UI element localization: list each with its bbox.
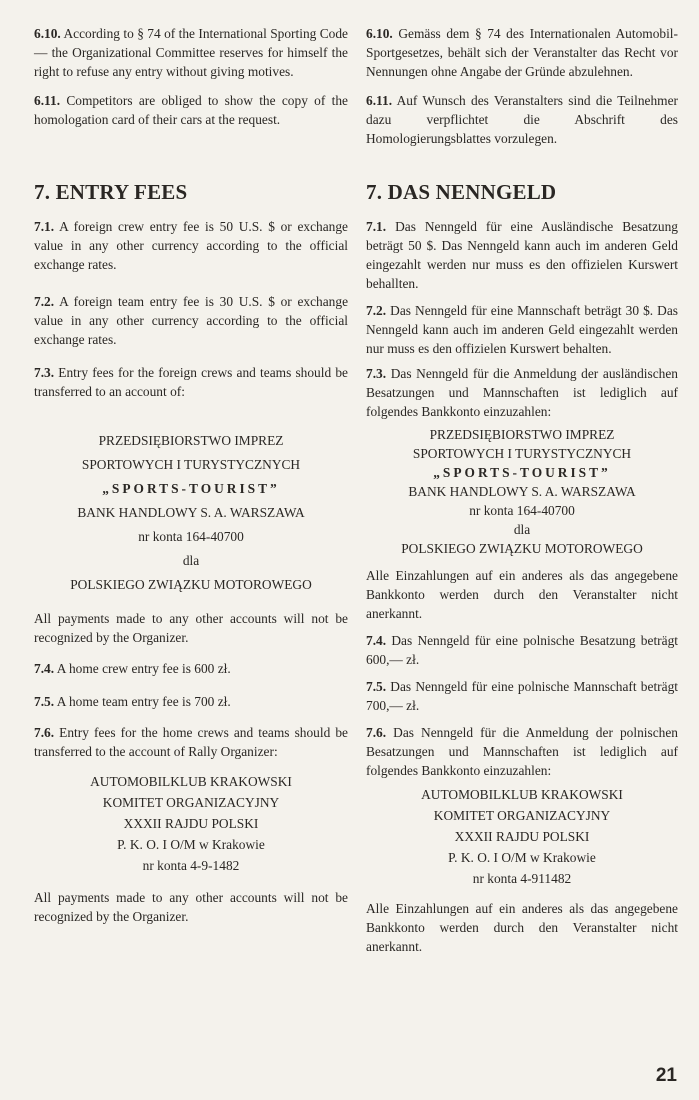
- paragraph-text: Das Nenngeld für die Anmeldung der polnischen Besatzungen und Mannschaften ist lediglich auf folgendes Bankkonto einzuzahlen:: [366, 725, 678, 778]
- paragraph-number: 6.11.: [366, 93, 393, 108]
- bank-line: „SPORTS-TOURIST”: [433, 465, 611, 480]
- german-column: [366, 24, 678, 966]
- bank-line: POLSKIEGO ZWIĄZKU MOTOROWEGO: [401, 541, 643, 556]
- bank-line: dla: [513, 522, 531, 537]
- bank-line: SPORTOWYCH I TURYSTYCZNYCH: [81, 457, 301, 472]
- bank-line: KOMITET ORGANIZACYJNY: [433, 808, 611, 823]
- paragraph-7-3: [34, 363, 348, 401]
- bank-line: POLSKIEGO ZWIĄZKU MOTOROWEGO: [70, 577, 312, 592]
- page-number: 21: [655, 1065, 677, 1086]
- paragraph-6-11: [366, 91, 678, 148]
- bank-line: nr konta 164-40700: [138, 529, 244, 544]
- paragraph-text: Das Nenngeld für eine Ausländische Besatzung beträgt 50 $. Das Nenngeld kann auch im anderen Geld eingezahlt werden nur muss es den offizielen Kurswert behallten.: [366, 219, 678, 291]
- paragraph-number: 7.4.: [366, 633, 387, 648]
- paragraph-6-10: [366, 24, 678, 81]
- bank-line: nr konta 164-40700: [469, 503, 575, 518]
- paragraph-number: 6.11.: [34, 93, 61, 108]
- paragraph-text: Das Nenngeld für eine polnische Mannschaft beträgt 700,— zł.: [366, 679, 678, 713]
- bank-line: PRZEDSIĘBIORSTWO IMPREZ: [429, 427, 615, 442]
- paragraph-number: 7.3.: [34, 365, 55, 380]
- bank-line: PRZEDSIĘBIORSTWO IMPREZ: [98, 433, 284, 448]
- paragraph-7-1: [34, 217, 348, 274]
- section-spacer: [366, 158, 678, 179]
- bank-account-block-foreign: [34, 429, 348, 597]
- paragraph-text: Entry fees for the home crews and teams should be transferred to the account of Rally Organizer:: [34, 725, 348, 759]
- paragraph-text: Gemäss dem § 74 des Internationalen Automobil-Sportgesetzes, behält sich der Veranstalter das Recht vor Nennungen ohne Angabe der Gründe abzulehnen.: [366, 26, 678, 79]
- paragraph-7-2: [366, 301, 678, 358]
- paragraph-text: Das Nenngeld für eine Mannschaft beträgt 30 $. Das Nenngeld kann auch im anderen Geld eingezahlt werden nur muss es den offizielen Kurswert behalten.: [366, 303, 678, 356]
- paragraph-text: A foreign team entry fee is 30 U.S. $ or exchange value in any other currency according to the official exchange rates.: [34, 294, 349, 347]
- payment-note: All payments made to any other accounts will not be recognized by the Organizer.: [34, 611, 348, 645]
- payment-note: Alle Einzahlungen auf ein anderes als das angegebene Bankkonto werden durch den Veranstalter nicht anerkannt.: [366, 901, 678, 954]
- paragraph-number: 6.10.: [34, 26, 61, 41]
- section-heading-nenngeld: 7. DAS NENNGELD: [366, 180, 557, 204]
- paragraph-number: 7.5.: [34, 694, 55, 709]
- paragraph-text: Das Nenngeld für eine polnische Besatzung beträgt 600,— zł.: [366, 633, 678, 667]
- paragraph-7-5: [34, 692, 348, 711]
- bank-line: XXXII RAJDU POLSKI: [123, 816, 259, 831]
- bank-line: AUTOMOBILKLUB KRAKOWSKI: [90, 774, 292, 789]
- paragraph-text: According to § 74 of the International Sporting Code — the Organizational Committee reserves for himself the right to refuse any entry without giving motives.: [34, 26, 349, 79]
- spacer: [34, 597, 348, 609]
- paragraph-text: Competitors are obliged to show the copy of the homologation card of their cars at the request.: [34, 93, 348, 127]
- paragraph-text: A home crew entry fee is 600 zł.: [56, 661, 231, 676]
- paragraph-7-5: [366, 677, 678, 715]
- paragraph-number: 7.5.: [366, 679, 387, 694]
- bank-line: BANK HANDLOWY S. A. WARSZAWA: [77, 505, 305, 520]
- paragraph-number: 7.1.: [366, 219, 387, 234]
- bank-line: XXXII RAJDU POLSKI: [454, 829, 590, 844]
- paragraph-number: 7.6.: [34, 725, 55, 740]
- spacer: [34, 284, 348, 292]
- bank-line: SPORTOWYCH I TURYSTYCZNYCH: [412, 446, 632, 461]
- paragraph-7-6: [366, 723, 678, 780]
- bank-account-block-foreign: [366, 425, 678, 558]
- paragraph-number: 7.6.: [366, 725, 387, 740]
- paragraph-number: 7.3.: [366, 366, 387, 381]
- paragraph-number: 7.2.: [366, 303, 387, 318]
- spacer: [34, 876, 348, 888]
- bank-account-block-home: [34, 771, 348, 876]
- bank-line: AUTOMOBILKLUB KRAKOWSKI: [421, 787, 623, 802]
- spacer: [34, 411, 348, 429]
- bank-account-block-home: [366, 784, 678, 889]
- bank-line: nr konta 4-9-1482: [142, 858, 240, 873]
- spacer: [366, 558, 678, 566]
- paragraph-text: A foreign crew entry fee is 50 U.S. $ or exchange value in any other currency according to the official exchange rates.: [34, 219, 349, 272]
- payment-note: All payments made to any other accounts will not be recognized by the Organizer.: [34, 890, 348, 924]
- paragraph-7-2: [34, 292, 348, 349]
- paragraph-text: Entry fees for the foreign crews and teams should be transferred to an account of:: [34, 365, 348, 399]
- paragraph-7-1: [366, 217, 678, 293]
- paragraph-number: 7.1.: [34, 219, 55, 234]
- bank-line: BANK HANDLOWY S. A. WARSZAWA: [408, 484, 636, 499]
- bank-line: P. K. O. I O/M w Krakowie: [117, 837, 265, 852]
- bank-line: P. K. O. I O/M w Krakowie: [448, 850, 596, 865]
- paragraph-6-11: [34, 91, 348, 129]
- bank-line: dla: [182, 553, 200, 568]
- paragraph-7-4: [34, 659, 348, 678]
- paragraph-text: A home team entry fee is 700 zł.: [56, 694, 231, 709]
- paragraph-text: Auf Wunsch des Veranstalters sind die Teilnehmer dazu verpflichtet die Abschrift des Homologierungsblattes vorzulegen.: [366, 93, 678, 146]
- english-column: [34, 24, 348, 936]
- bank-line: nr konta 4-911482: [472, 871, 572, 886]
- section-spacer: [34, 139, 348, 179]
- section-heading-entry-fees: 7. ENTRY FEES: [34, 180, 188, 204]
- bank-line: „SPORTS-TOURIST”: [102, 481, 280, 496]
- paragraph-number: 6.10.: [366, 26, 393, 41]
- paragraph-7-4: [366, 631, 678, 669]
- spacer: [366, 889, 678, 899]
- paragraph-number: 7.4.: [34, 661, 55, 676]
- paragraph-6-10: [34, 24, 348, 81]
- paragraph-number: 7.2.: [34, 294, 55, 309]
- payment-note: Alle Einzahlungen auf ein anderes als das angegebene Bankkonto werden durch den Veranstalter nicht anerkannt.: [366, 568, 678, 621]
- paragraph-7-3: [366, 364, 678, 421]
- paragraph-text: Das Nenngeld für die Anmeldung der ausländischen Besatzungen und Mannschaften ist lediglich auf folgendes Bankkonto einzuzahlen:: [366, 366, 678, 419]
- paragraph-7-6: [34, 723, 348, 761]
- bank-line: KOMITET ORGANIZACYJNY: [102, 795, 280, 810]
